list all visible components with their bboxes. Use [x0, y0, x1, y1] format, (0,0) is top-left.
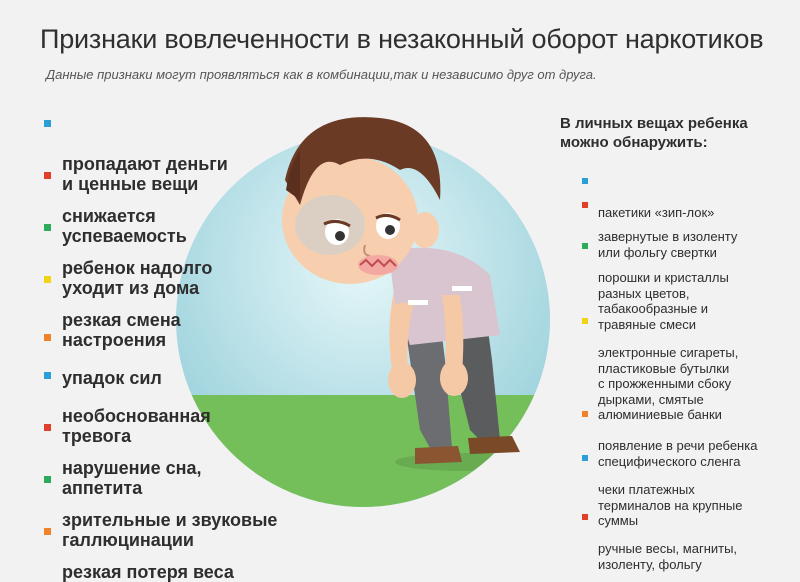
bullet-icon — [582, 514, 588, 520]
belongings-heading: В личных вещах ребенка можно обнаружить: — [560, 115, 748, 151]
list-item-text: ребенок надолго уходит из дома — [62, 258, 213, 298]
list-item-text: электронные сигареты, пластиковые бутылки с прожженными сбоку дырками, смятые алюминиевые банки — [598, 345, 739, 422]
list-item-text: появление в речи ребенка специфического сленга — [598, 438, 758, 469]
bullet-icon — [44, 476, 51, 483]
bullet-icon — [44, 334, 51, 341]
bullet-icon — [582, 455, 588, 461]
list-item-text: зрительные и звуковые галлюцинации — [62, 510, 278, 550]
bullet-icon — [44, 424, 51, 431]
bullet-icon — [582, 202, 588, 208]
bullet-icon — [44, 528, 51, 535]
bullet-icon — [582, 411, 588, 417]
bullet-icon — [582, 243, 588, 249]
page-title: Признаки вовлеченности в незаконный оборот наркотиков — [40, 24, 764, 54]
list-item-text: завернутые в изоленту или фольгу свертки — [598, 229, 738, 260]
list-item-text: нарушение сна, аппетита — [62, 458, 202, 498]
list-item-text: чеки платежных терминалов на крупные суммы — [598, 482, 743, 528]
bullet-icon — [582, 178, 588, 184]
list-item-text: пакетики «зип-лок» — [598, 205, 715, 220]
list-item-text: порошки и кристаллы разных цветов, табакообразные и травяные смеси — [598, 270, 729, 332]
list-item-text: пропадают деньги и ценные вещи — [62, 154, 228, 194]
bullet-icon — [44, 372, 51, 379]
list-item-text: ручные весы, магниты, изоленту, фольгу — [598, 541, 738, 572]
bullet-icon — [44, 224, 51, 231]
list-item-text: снижается успеваемость — [62, 206, 187, 246]
bullet-icon — [582, 318, 588, 324]
bullet-icon — [44, 172, 51, 179]
page-subtitle: Данные признаки могут проявляться как в комбинации,так и независимо друг от друга. — [46, 67, 597, 82]
list-item-text: необоснованная тревога — [62, 406, 211, 446]
bullet-icon — [44, 276, 51, 283]
list-item-text: резкая смена настроения — [62, 310, 181, 350]
list-item-text: упадок сил — [62, 368, 162, 388]
list-item — [582, 510, 796, 572]
list-item-text: резкая потеря веса — [62, 562, 234, 582]
bullet-icon — [44, 120, 51, 127]
list-item — [44, 522, 289, 582]
